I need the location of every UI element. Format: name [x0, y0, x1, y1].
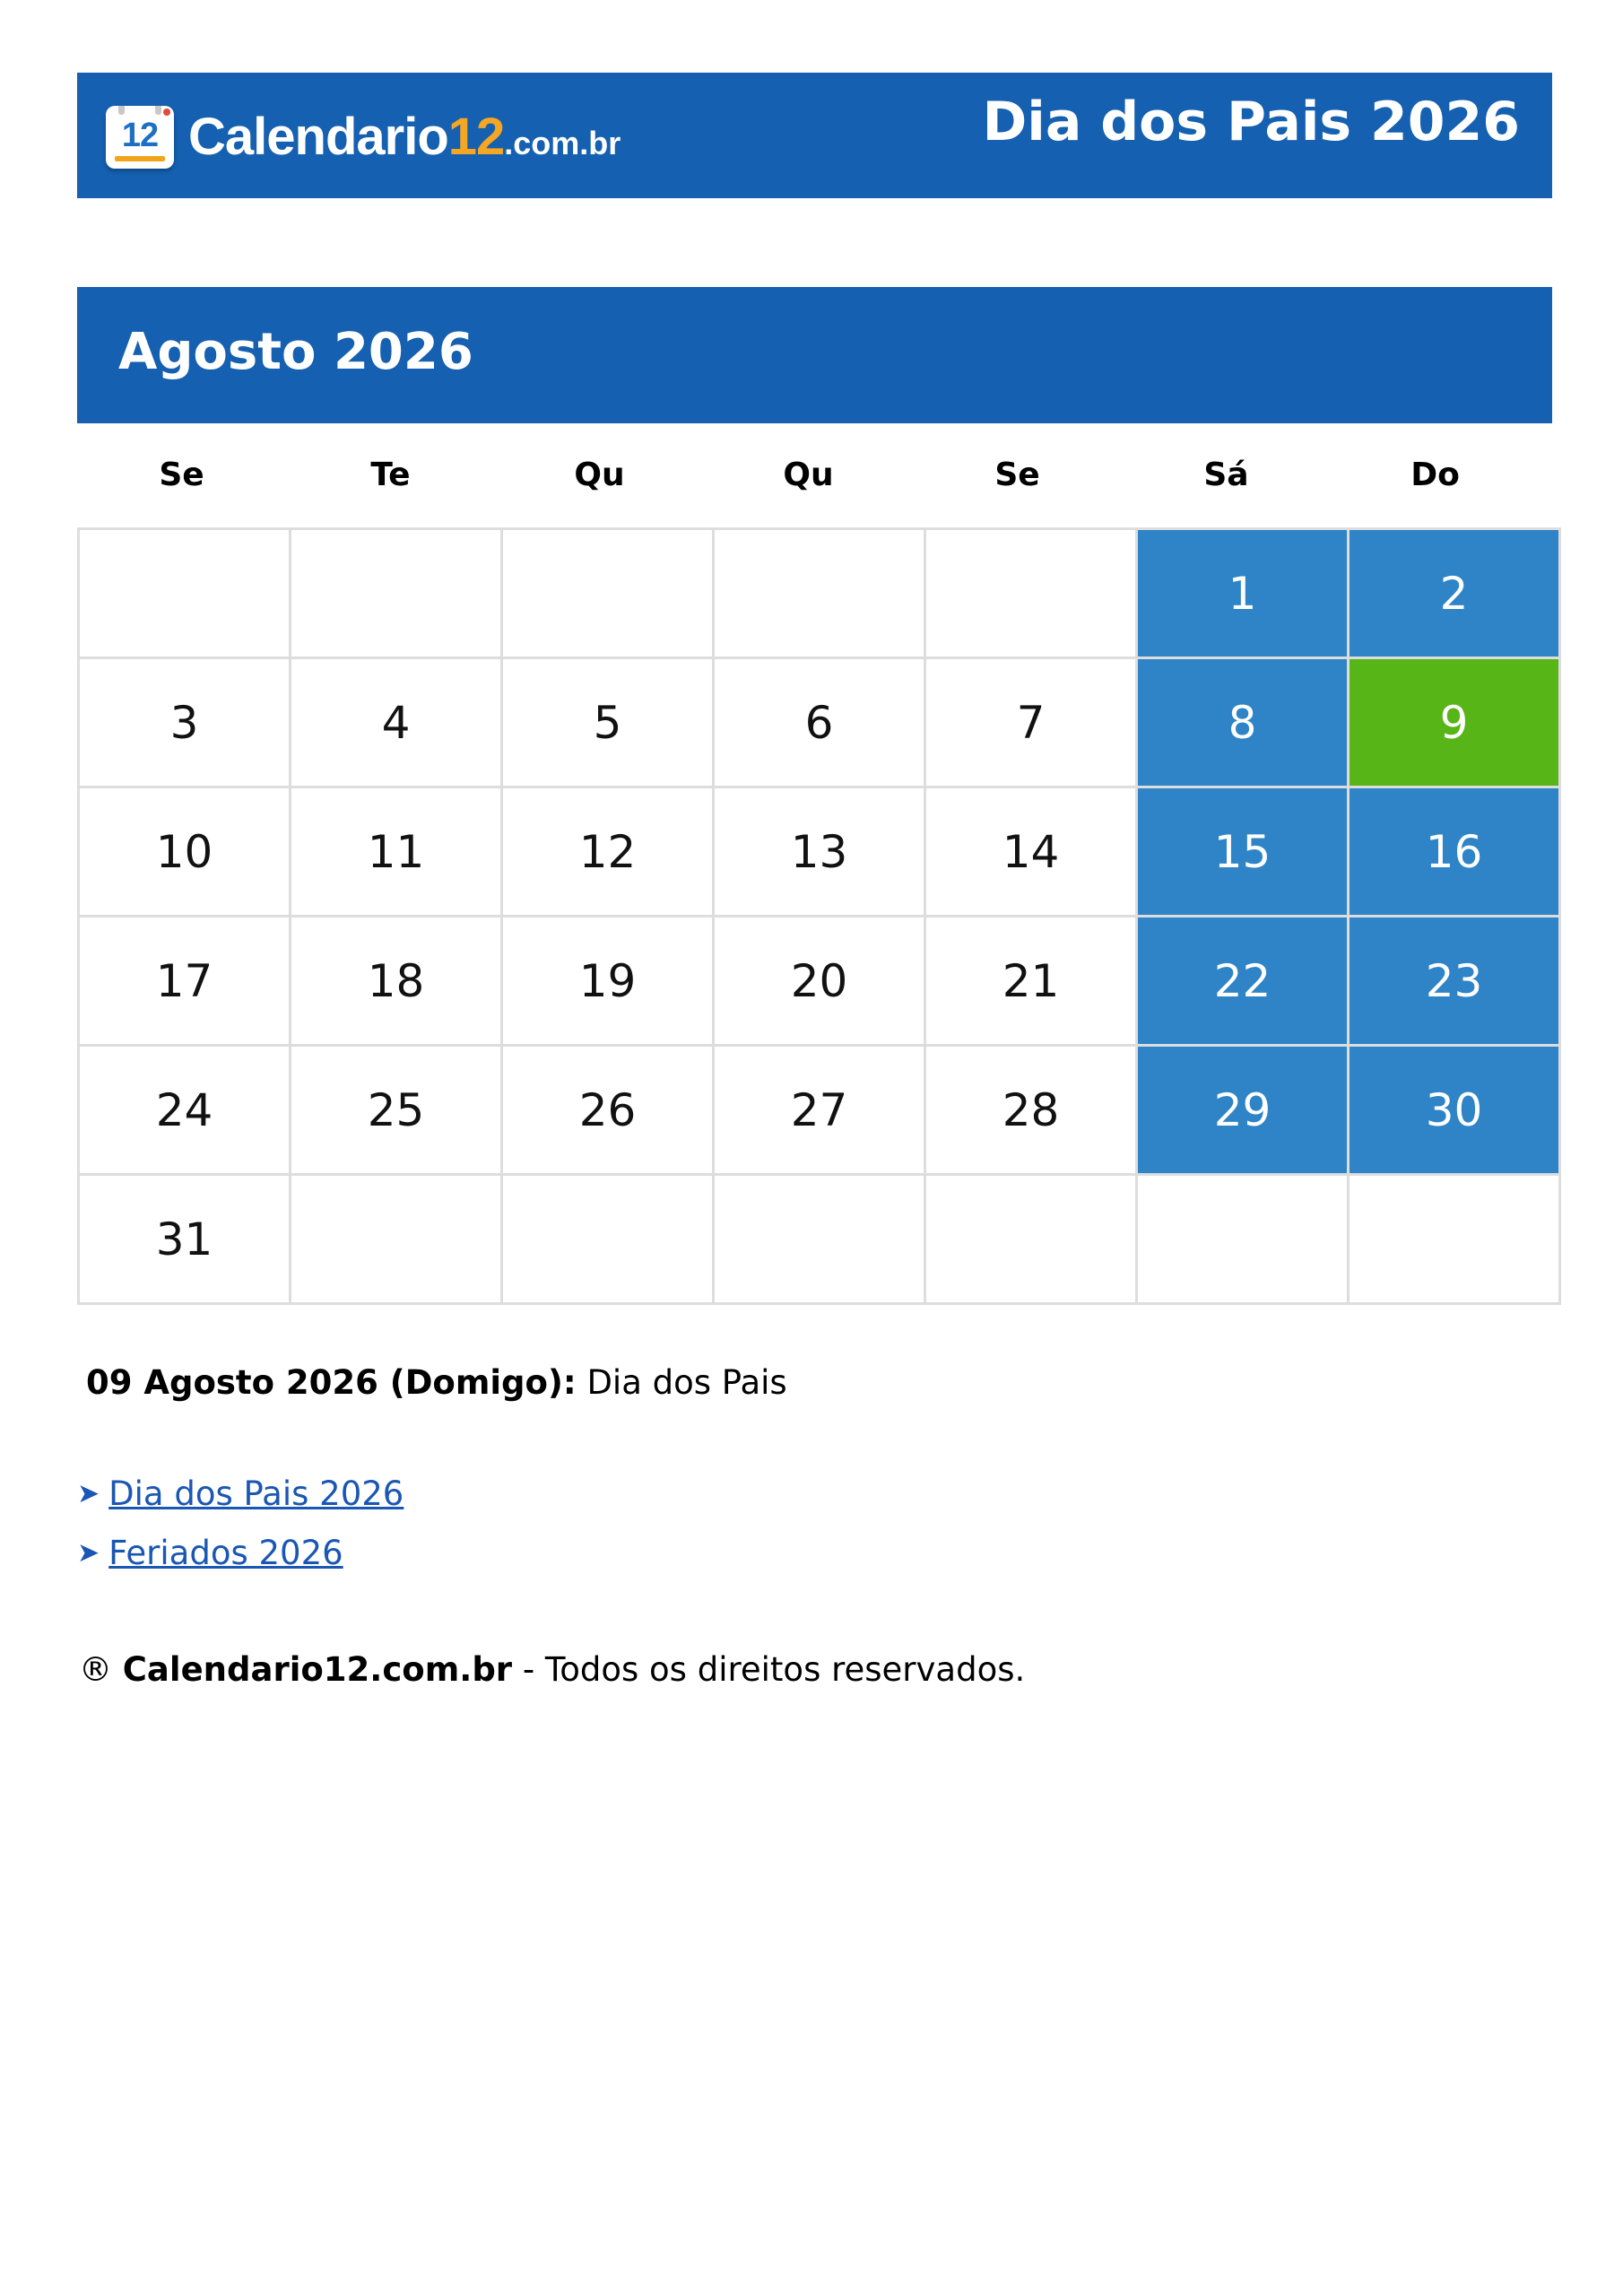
link-row	[77, 1523, 404, 1582]
calendar-day-empty	[502, 1175, 714, 1304]
footer-text: - Todos os direitos reservados.	[522, 1650, 1026, 1689]
logo-text	[188, 108, 621, 166]
calendar-day[interactable]: 17	[79, 917, 291, 1046]
calendar-day-empty	[714, 1175, 925, 1304]
calendar-day[interactable]: 10	[79, 787, 291, 917]
logo-name-accent: 12	[447, 108, 505, 166]
calendar-day[interactable]: 24	[79, 1046, 291, 1175]
weekday-header-row	[77, 448, 1543, 502]
calendar-day[interactable]: 20	[714, 917, 925, 1046]
site-logo[interactable]	[106, 105, 621, 170]
calendar-day-empty	[291, 1175, 502, 1304]
calendar-day-weekend[interactable]: 2	[1349, 529, 1560, 658]
calendar-day-empty	[1349, 1175, 1560, 1304]
calendar-day[interactable]: 19	[502, 917, 714, 1046]
page-title: Dia dos Pais 2026	[982, 91, 1520, 153]
weekday-label: Sá	[1203, 457, 1249, 493]
calendar-week-row	[79, 917, 1560, 1046]
calendar-day-empty	[291, 529, 502, 658]
calendar-day[interactable]: 13	[714, 787, 925, 917]
calendar-week-row	[79, 1046, 1560, 1175]
calendar-day-empty	[79, 529, 291, 658]
holiday-name: Dia dos Pais	[586, 1363, 787, 1402]
calendar-day[interactable]: 11	[291, 787, 502, 917]
calendar-day-holiday[interactable]: 9	[1349, 658, 1560, 787]
calendar-day[interactable]: 27	[714, 1046, 925, 1175]
related-links	[77, 1464, 404, 1582]
calendar-day-weekend[interactable]: 29	[1137, 1046, 1349, 1175]
calendar-day-weekend[interactable]: 8	[1137, 658, 1349, 787]
arrow-right-icon: ➤	[77, 1536, 100, 1569]
calendar-day-weekend[interactable]: 1	[1137, 529, 1349, 658]
link-row	[77, 1464, 404, 1523]
calendar-day[interactable]: 26	[502, 1046, 714, 1175]
registered-symbol: ®	[79, 1650, 112, 1689]
holiday-date: 09 Agosto 2026 (Domigo):	[86, 1363, 577, 1402]
link-feriados[interactable]: Feriados 2026	[108, 1533, 343, 1572]
calendar-day[interactable]: 6	[714, 658, 925, 787]
arrow-right-icon: ➤	[77, 1477, 100, 1509]
link-dia-dos-pais[interactable]: Dia dos Pais 2026	[108, 1474, 404, 1513]
calendar-day-empty	[925, 529, 1137, 658]
calendar-week-row	[79, 787, 1560, 917]
calendar-day-weekend[interactable]: 23	[1349, 917, 1560, 1046]
weekday-label: Se	[159, 457, 204, 493]
calendar-icon	[106, 106, 174, 169]
calendar-grid	[77, 527, 1561, 1305]
calendar-day[interactable]: 18	[291, 917, 502, 1046]
calendar-day[interactable]: 4	[291, 658, 502, 787]
calendar-day-weekend[interactable]: 16	[1349, 787, 1560, 917]
logo-name-main: Calendario	[188, 108, 448, 166]
footer-brand: Calendario12.com.br	[122, 1650, 513, 1689]
calendar-day[interactable]: 25	[291, 1046, 502, 1175]
calendar-day-empty	[714, 529, 925, 658]
calendar-day[interactable]: 12	[502, 787, 714, 917]
calendar-day[interactable]: 7	[925, 658, 1137, 787]
calendar-day-empty	[502, 529, 714, 658]
month-header	[77, 287, 1552, 423]
calendar-day[interactable]: 3	[79, 658, 291, 787]
calendar-day-weekend[interactable]: 22	[1137, 917, 1349, 1046]
calendar-day-empty	[1137, 1175, 1349, 1304]
calendar-week-row	[79, 529, 1560, 658]
weekday-label: Do	[1410, 457, 1460, 493]
holiday-note	[86, 1363, 787, 1402]
calendar-week-row	[79, 1175, 1560, 1304]
calendar-day[interactable]: 14	[925, 787, 1137, 917]
calendar-day[interactable]: 21	[925, 917, 1137, 1046]
calendar-day-empty	[925, 1175, 1137, 1304]
calendar-day-weekend[interactable]: 15	[1137, 787, 1349, 917]
weekday-label: Qu	[783, 457, 834, 493]
calendar-day[interactable]: 28	[925, 1046, 1137, 1175]
calendar-day-weekend[interactable]: 30	[1349, 1046, 1560, 1175]
calendar-week-row	[79, 658, 1560, 787]
weekday-label: Te	[370, 457, 411, 493]
logo-icon-number: 12	[121, 117, 159, 154]
logo-name-tld: .com.br	[504, 125, 621, 161]
site-header	[77, 73, 1552, 198]
footer	[79, 1650, 1025, 1689]
month-title: Agosto 2026	[118, 323, 473, 381]
weekday-label: Se	[994, 457, 1040, 493]
calendar-day[interactable]: 31	[79, 1175, 291, 1304]
weekday-label: Qu	[574, 457, 625, 493]
calendar-day[interactable]: 5	[502, 658, 714, 787]
